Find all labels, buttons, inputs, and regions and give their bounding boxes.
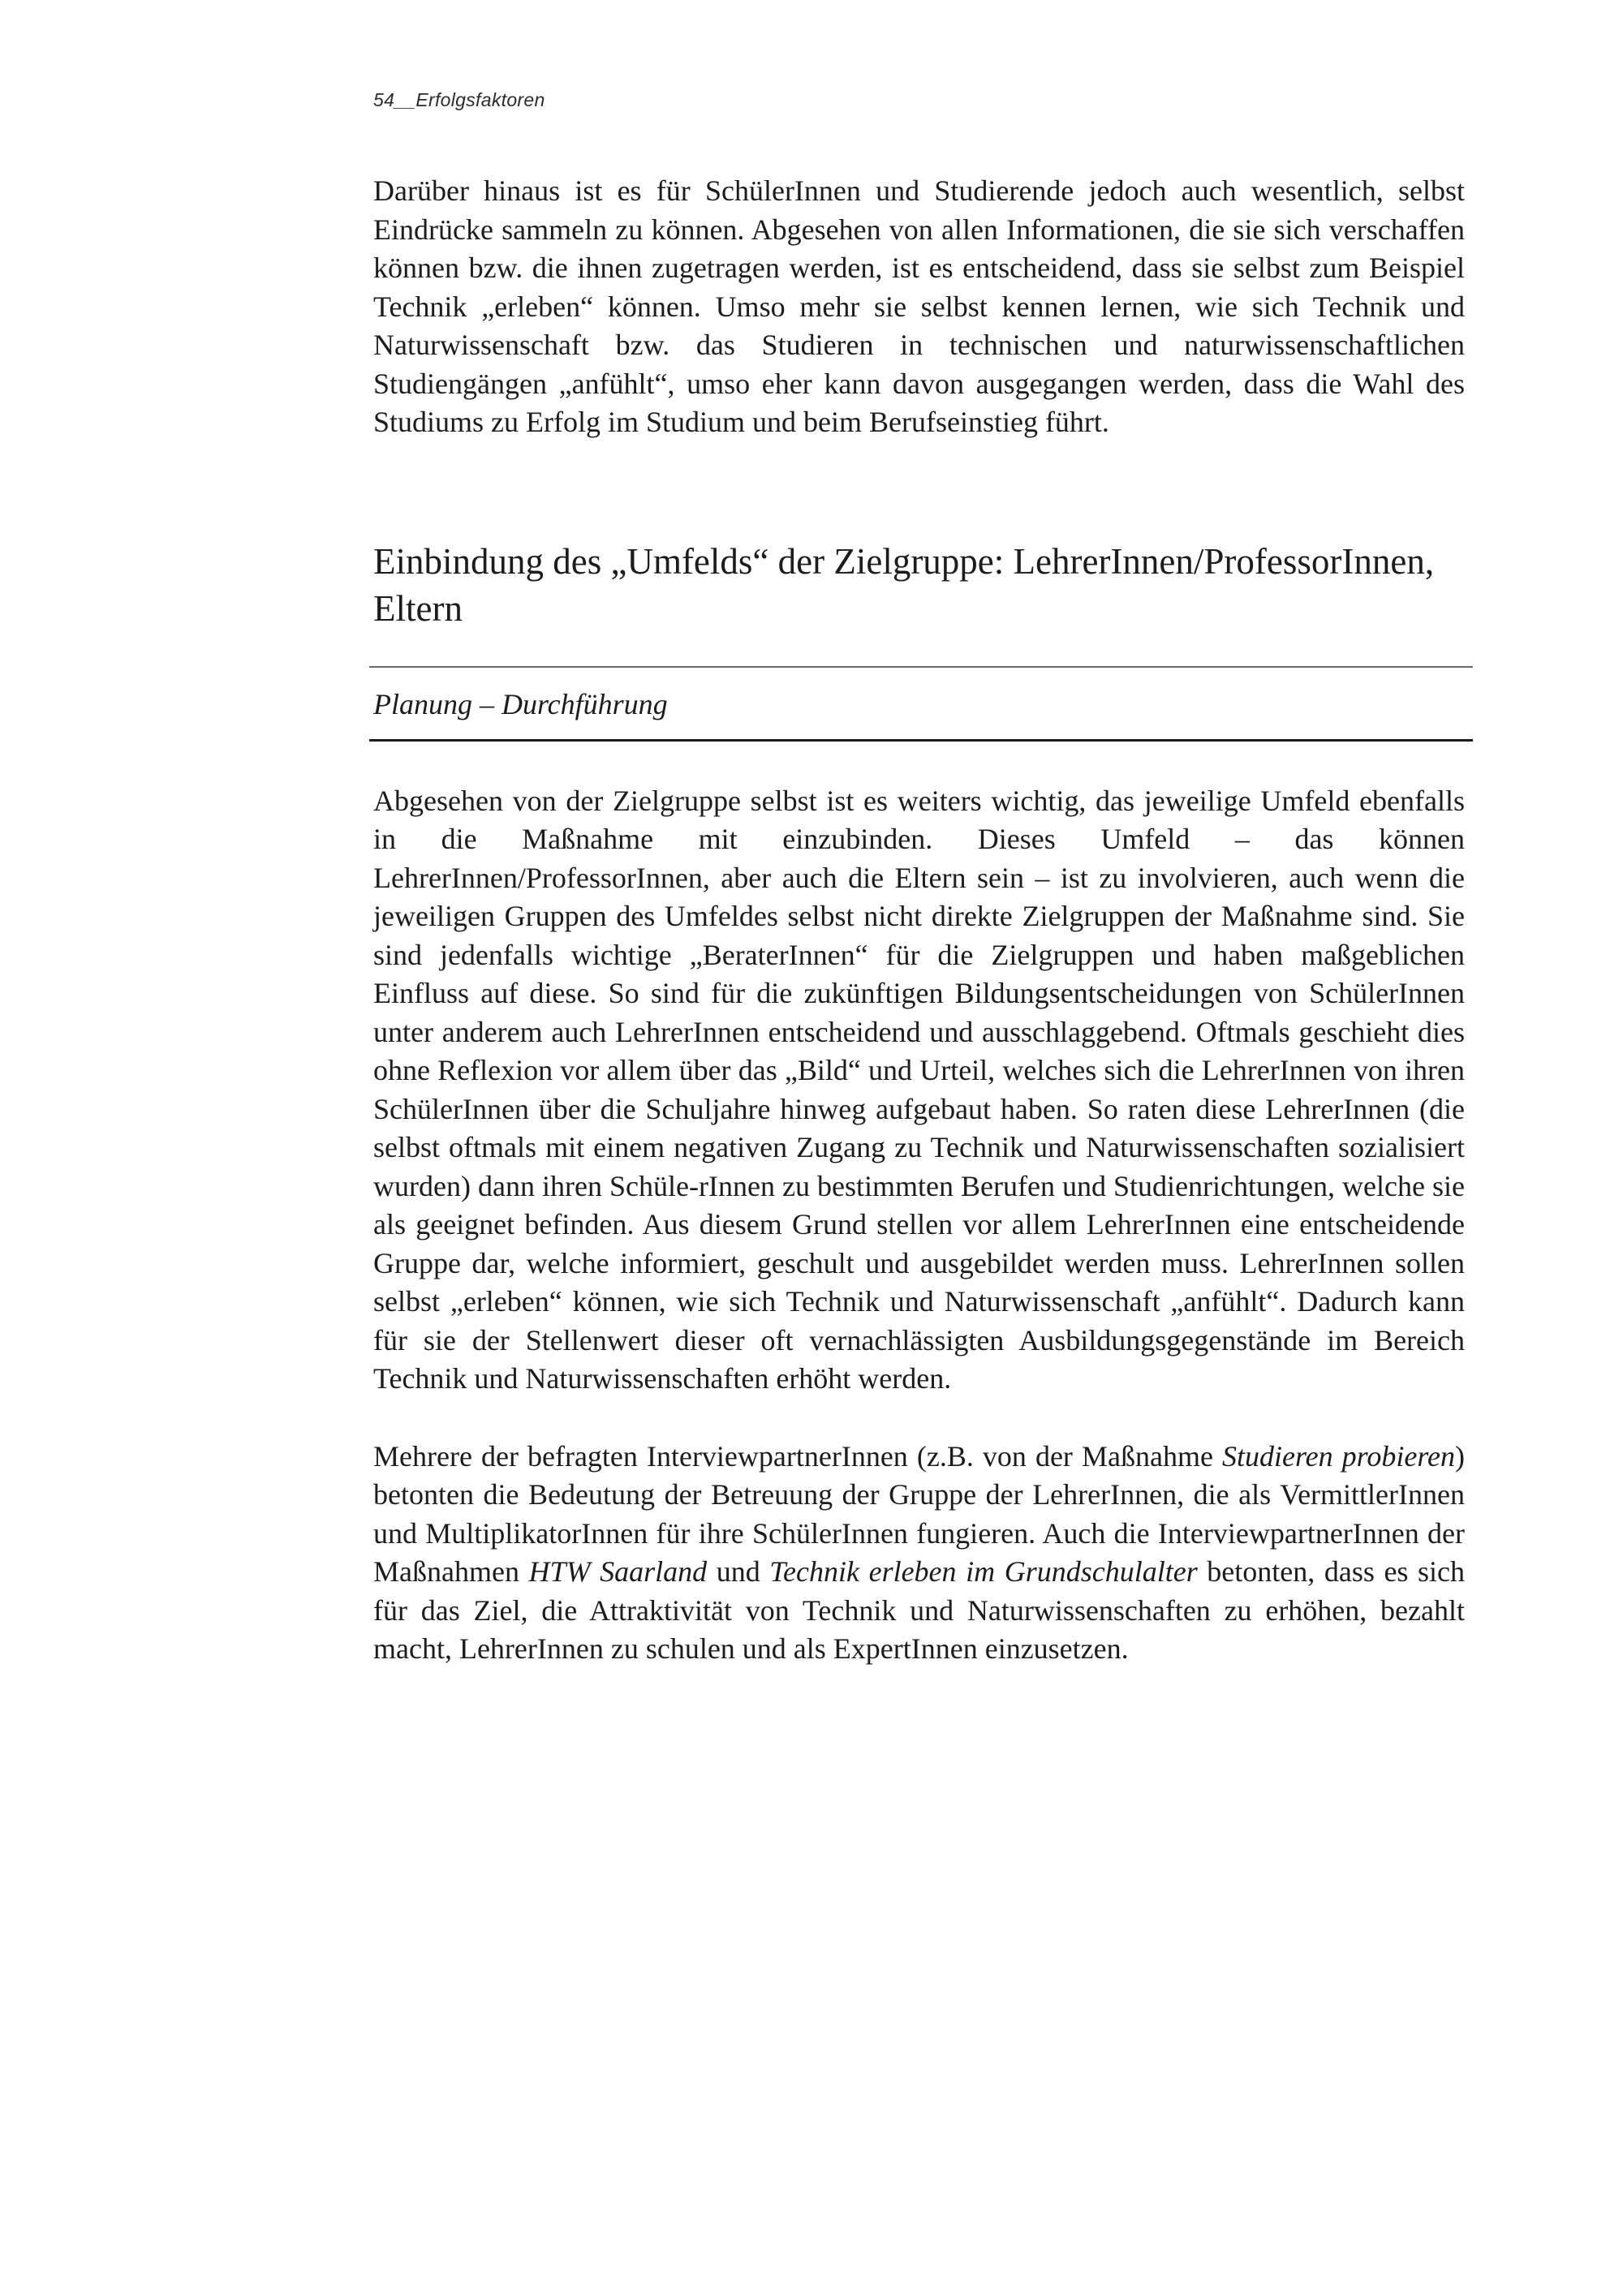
paragraph-intro: Darüber hinaus ist es für SchülerInnen und Studierende jedoch auch wesentlich, selbst Eindrücke sammeln zu können. Abgesehen von allen Informationen, die sie sich verschaffen können bzw. die ihnen zugetragen werden, ist es entscheidend, dass sie selbst zum Beispiel Technik „erleben“ können. Umso mehr sie selbst kennen lernen, wie sich Technik und Naturwissenschaft bzw. das Studieren in technischen und naturwissenschaftlichen Studiengängen „anfühlt“, umso eher kann davon ausgegangen werden, dass die Wahl des Studiums zu Erfolg im Studium und beim Berufseinstieg führt. [373,174,1465,438]
subheading-band [369,666,1473,742]
paragraph-interviews-text-2: ) betonten die Bedeutung der Betreuung der Gruppe der LehrerInnen, die als VermittlerInnen und MultiplikatorInnen für ihre SchülerInnen fungieren. Auch die InterviewpartnerInnen der Maßnahmen [373,1439,1465,1588]
measure-name-technik-erleben: Technik erleben im Grundschulalter [769,1555,1198,1588]
paragraph-interviews-text-1: Mehrere der befragten InterviewpartnerInnen (z.B. von der Maßnahme [373,1439,1222,1473]
running-head: 54__Erfolgsfaktoren [373,89,545,110]
section-heading: Einbindung des „Umfelds“ der Zielgruppe: LehrerInnen/ProfessorInnen, Eltern [373,540,1435,629]
paragraph-interviews [373,1438,1465,1669]
section-subheading: Planung – Durchführung [373,687,668,720]
paragraph-environment: Abgesehen von der Zielgruppe selbst ist es weiters wichtig, das jeweilige Umfeld ebenfalls in die Maßnahme mit einzubinden. Dieses Umfeld – das können LehrerInnen/ProfessorInnen, aber auch die Eltern sein – ist zu involvieren, auch wenn die jeweiligen Gruppen des Umfeldes selbst nicht direkte Zielgruppen der Maßnahme sind. Sie sind jedenfalls wichtige „BeraterInnen“ für die Zielgruppen und haben maßgeblichen Einfluss auf diese. So sind für die zukünftigen Bildungsentscheidungen von SchülerInnen unter anderem auch LehrerInnen entscheidend und ausschlaggebend. Oftmals geschieht dies ohne Reflexion vor allem über das „Bild“ und Urteil, welches sich die LehrerInnen von ihren SchülerInnen über die Schuljahre hinweg aufgebaut haben. So raten diese LehrerInnen (die selbst oftmals mit einem negativen Zugang zu Technik und Naturwissenschaften sozialisiert wurden) dann ihren Schüle-rInnen zu bestimmten Berufen und Studienrichtungen, welche sie als geeignet befinden. Aus diesem Grund stellen vor allem LehrerInnen eine entscheidende Gruppe dar, welche informiert, geschult und ausgebildet werden muss. LehrerInnen sollen selbst „erleben“ können, wie sich Technik und Naturwissenschaft „anfühlt“. Dadurch kann für sie der Stellenwert dieser oft vernachlässigten Ausbildungsgegenstände im Bereich Technik und Naturwissenschaften erhöht werden. [373,784,1465,1395]
paragraph-interviews-text-4: betonten, dass es sich für das Ziel, die Attraktivität von Technik und Naturwissenschaften zu erhöhen, bezahlt macht, LehrerInnen zu schulen und als ExpertInnen einzusetzen. [373,1555,1466,1665]
paragraph-interviews-text-3: und [707,1555,770,1588]
page-body [373,172,1465,1669]
measure-name-studieren-probieren: Studieren probieren [1221,1439,1455,1473]
measure-name-htw-saarland: HTW Saarland [528,1555,708,1588]
